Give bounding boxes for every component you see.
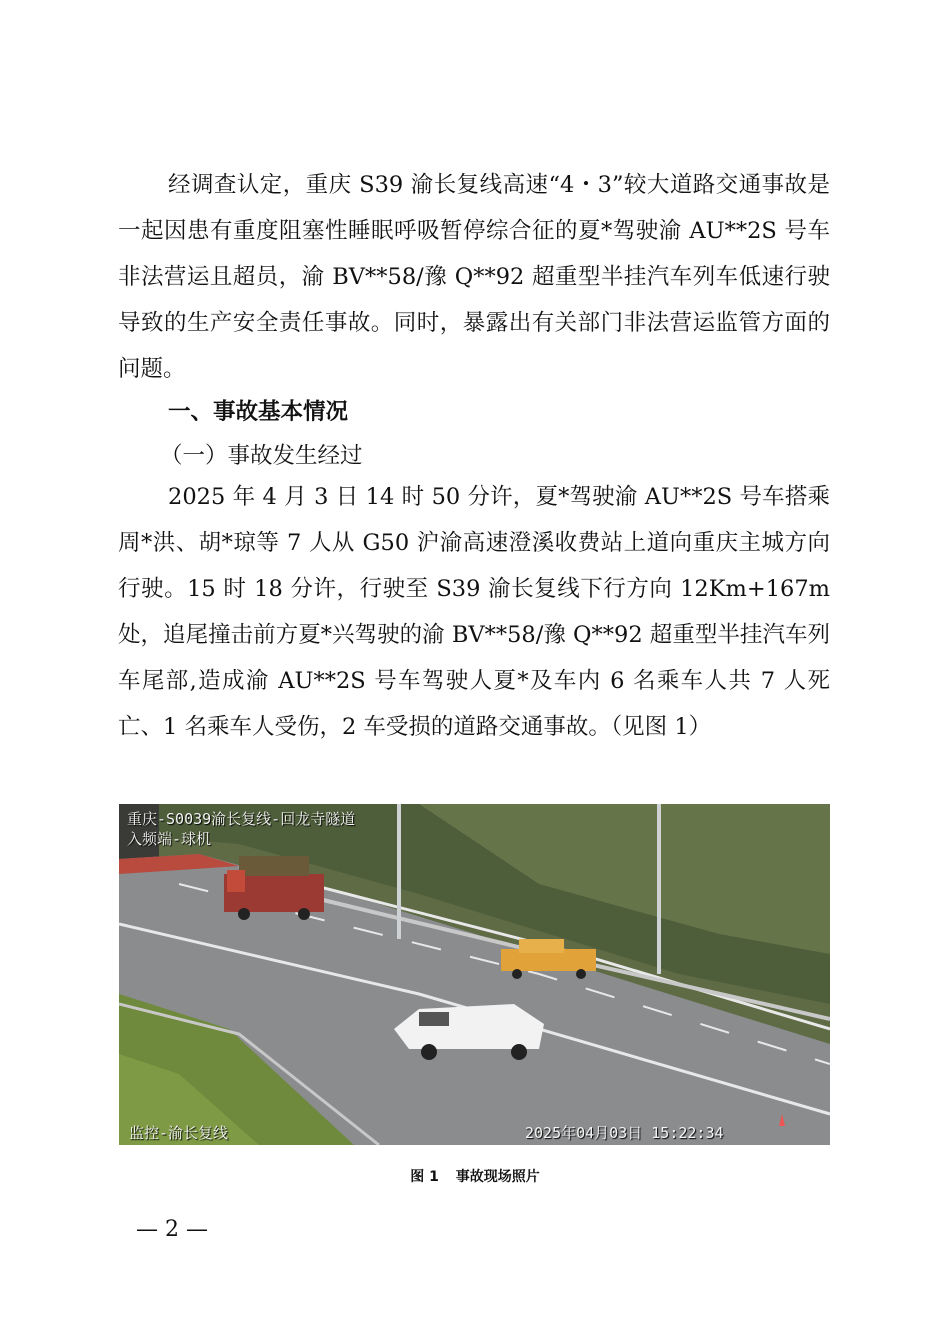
subsection-heading: （一）事故发生经过: [160, 443, 363, 469]
figure-caption-text: 事故现场照片: [455, 1169, 540, 1185]
page-number: — 2 —: [136, 1217, 208, 1242]
detail-paragraph: 2025 年 4 月 3 日 14 时 50 分许，夏*驾驶渝 AU**2S 号车搭乘周*洪、胡*琼等 7 人从 G50 沪渝高速澄溪收费站上道向重庆主城方向行驶。15 时 18 分许，行驶至 S39 渝长复线下行方向 12Km+167m 处，追尾撞击前方夏*兴驾驶的渝 BV**58/豫 Q**92 超重型半挂汽车列车尾部,造成渝 AU**2S 号车驾驶人夏*及车内 6 名乘车人共 7 人死亡、1 名乘车人受伤，2 车受损的道路交通事故。（见图 1）: [118, 484, 830, 740]
osd-timestamp: 2025年04月03日 15:22:34: [525, 1124, 724, 1142]
figure-caption: [0, 1166, 950, 1186]
section-heading: 一、事故基本情况: [168, 399, 349, 425]
accident-scene-photo: [119, 804, 830, 1145]
osd-title-line2: 入频端-球机: [127, 830, 212, 848]
figure-caption-label: 图 1: [410, 1169, 439, 1185]
osd-bottom-left: 监控-渝长复线: [129, 1124, 229, 1142]
intro-paragraph: 经调查认定，重庆 S39 渝长复线高速“4・3”较大道路交通事故是一起因患有重度阻塞性睡眠呼吸暂停综合征的夏*驾驶渝 AU**2S 号车非法营运且超员，渝 BV**58/豫 Q**92 超重型半挂汽车列车低速行驶导致的生产安全责任事故。同时，暴露出有关部门非法营运监管方面的问题。: [118, 172, 830, 382]
scene-illustration: [119, 804, 830, 1145]
osd-title-line1: 重庆-S0039渝长复线-回龙寺隧道: [127, 810, 356, 828]
